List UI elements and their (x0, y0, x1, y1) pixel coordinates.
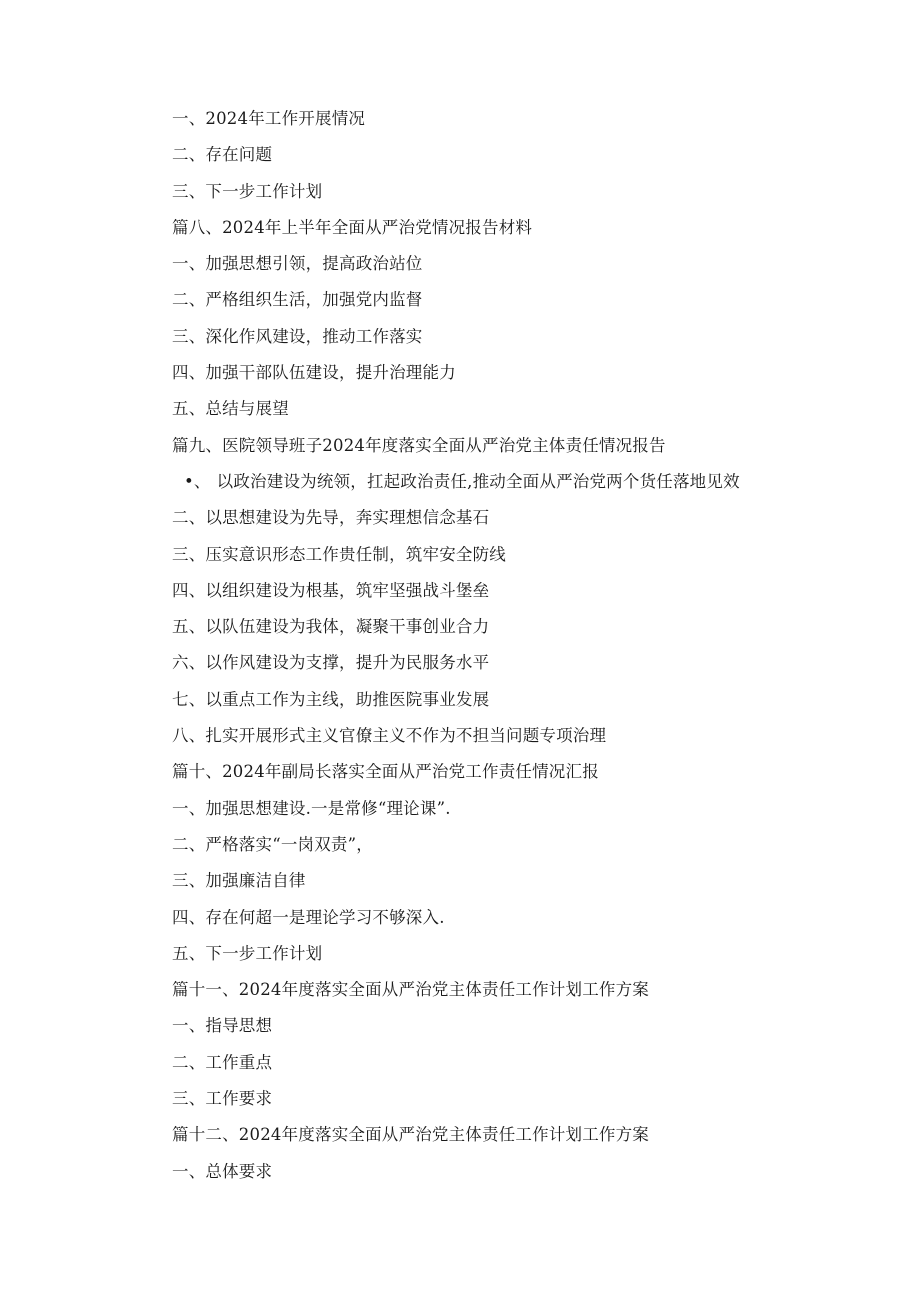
toc-line: 八、扎实开展形式主义官僚主义不作为不担当问题专项治理 (172, 726, 607, 746)
toc-section-heading: 篇八、2024年上半年全面从严治党情况报告材料 (172, 217, 533, 237)
toc-line: 四、加强干部队伍建设，提升治理能力 (172, 363, 456, 383)
toc-line: 一、2024年工作开展情况 (172, 109, 366, 128)
toc-bullet-text: 以政治建设为统领，扛起政治责任,推动全面从严治党两个货任落地见效 (216, 471, 740, 491)
toc-line: 三、下一步工作计划 (172, 181, 323, 201)
table-of-contents (172, 101, 832, 1190)
toc-line: 二、严格组织生活，加强党内监督 (172, 290, 423, 310)
toc-section-heading: 篇十二、2024年度落实全面从严治党主体责任工作计划工作方案 (172, 1125, 649, 1145)
toc-line: 二、以思想建设为先导，奔实理想信念基石 (172, 508, 490, 528)
toc-line: 二、存在问题 (172, 145, 273, 165)
toc-bullet-line (172, 464, 832, 500)
toc-line: 五、下一步工作计划 (172, 943, 323, 963)
toc-line: 三、加强廉洁自律 (172, 871, 306, 891)
toc-line: 一、总体要求 (172, 1161, 273, 1181)
bullet-icon: •、 (184, 471, 211, 491)
toc-line: 二、工作重点 (172, 1052, 273, 1072)
toc-line: 六、以作风建设为支撑，提升为民服务水平 (172, 653, 490, 673)
toc-line: 三、压实意识形态工作贵任制，筑牢安全防线 (172, 544, 506, 564)
toc-line: 一、加强思想建设.一是常修“理论课”. (172, 798, 451, 818)
toc-line: 七、以重点工作为主线，助推医院事业发展 (172, 689, 490, 709)
toc-section-heading: 篇十、2024年副局长落实全面从严治党工作责任情况汇报 (172, 762, 599, 782)
toc-line: 五、以队伍建设为我体，凝聚干事创业合力 (172, 617, 490, 637)
toc-section-heading: 篇十一、2024年度落实全面从严治党主体责任工作计划工作方案 (172, 980, 649, 1000)
toc-line: 五、总结与展望 (172, 399, 289, 419)
toc-line: 一、加强思想引领，提高政治站位 (172, 254, 423, 274)
toc-line: 三、工作要求 (172, 1089, 273, 1109)
toc-line: 二、严格落实“一岗双责”， (172, 834, 373, 854)
toc-line: 三、深化作风建设，推动工作落实 (172, 326, 423, 346)
toc-section-heading: 篇九、医院领导班子2024年度落实全面从严治党主体责任情况报告 (172, 435, 666, 455)
toc-line: 一、指导思想 (172, 1016, 273, 1036)
toc-line: 四、以组织建设为根基，筑牢坚强战斗堡垒 (172, 580, 490, 600)
toc-line: 四、存在何超一是理论学习不够深入. (172, 907, 445, 927)
